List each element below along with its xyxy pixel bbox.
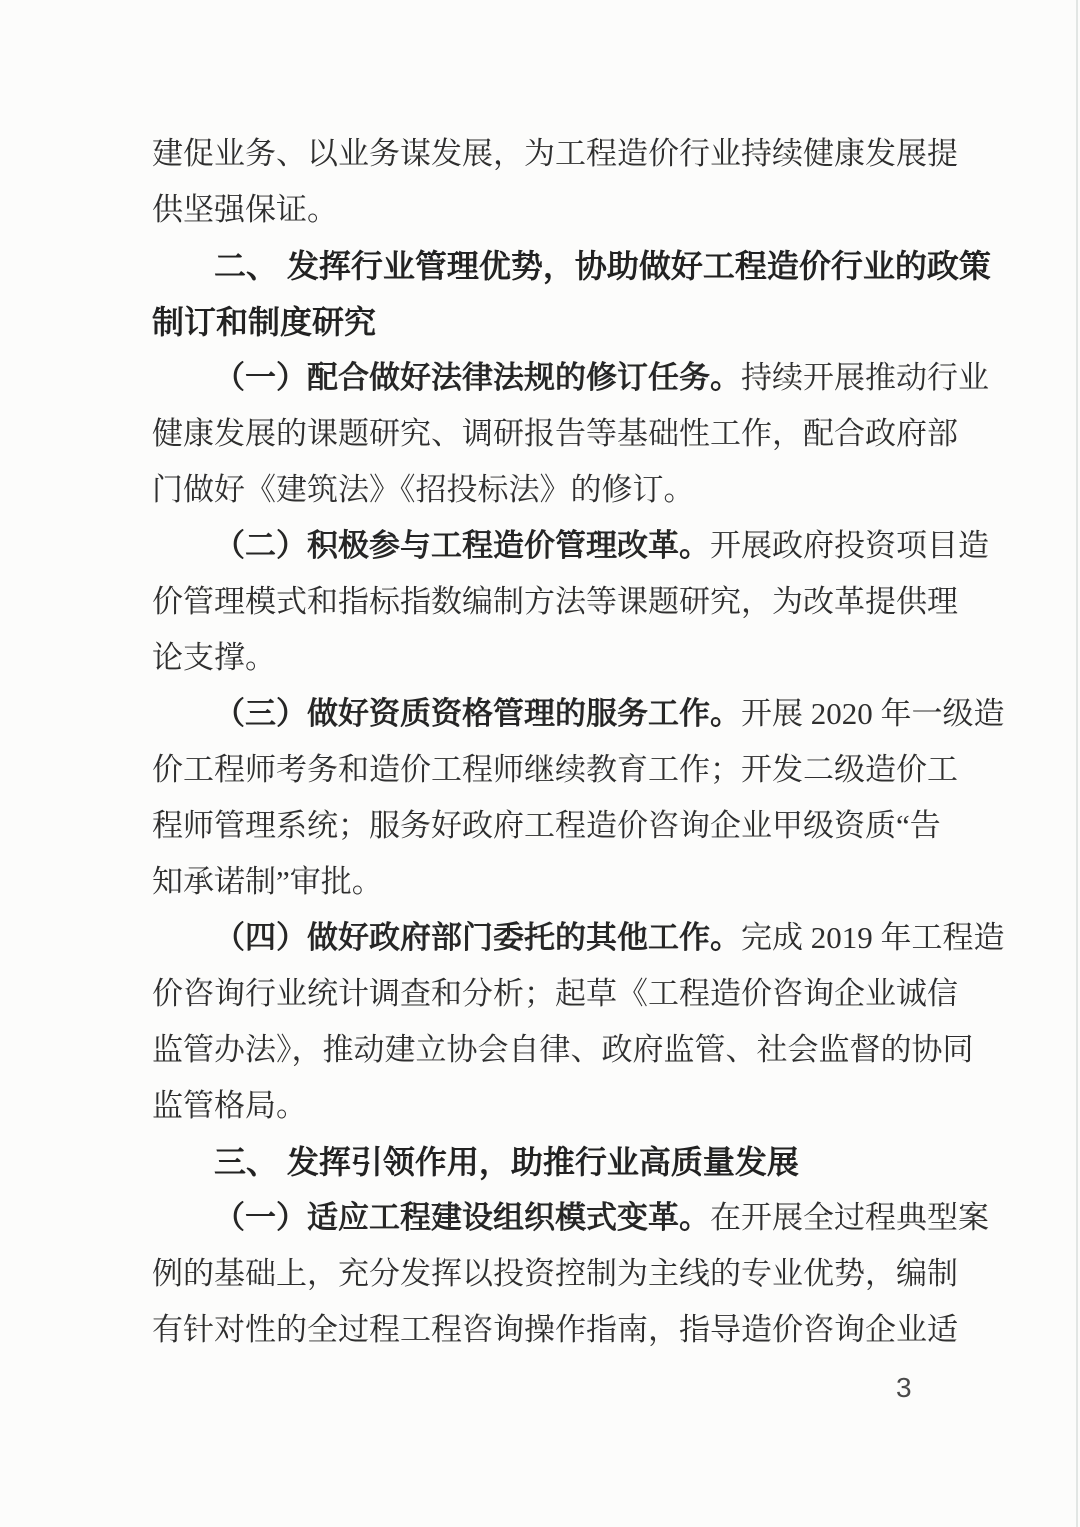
heading-text: 三、 发挥引领作用，助推行业高质量发展 [214, 1144, 799, 1180]
text-line [152, 966, 958, 1022]
text-line [152, 182, 932, 238]
text-line [152, 1022, 974, 1078]
line-lead-text: （一）配合做好法律法规的修订任务。 [214, 360, 741, 395]
text-line [152, 798, 941, 854]
heading-text: 制订和制度研究 [152, 304, 377, 340]
line-lead-text: （四）做好政府部门委托的其他工作。 [214, 920, 741, 955]
line-body-text: 价咨询行业统计调查和分析；起草《工程造价咨询企业诚信 [152, 976, 958, 1011]
line-body-text: 监管办法》，推动建立协会自律、政府监管、社会监督的协同 [152, 1032, 974, 1067]
text-line [152, 1302, 958, 1358]
line-lead-text: （二）积极参与工程造价管理改革。 [214, 528, 710, 563]
document-body [152, 126, 1005, 1358]
page-number: 3 [896, 1372, 912, 1403]
text-line [152, 854, 932, 910]
line-body-text: 门做好《建筑法》《招投标法》的修订。 [152, 472, 695, 507]
line-body-text: 供坚强保证。 [152, 192, 338, 227]
text-line [152, 462, 932, 518]
scan-edge-line [1076, 0, 1078, 1527]
heading-text: 二、 发挥行业管理优势，协助做好工程造价行业的政策 [214, 248, 991, 284]
text-line [152, 518, 989, 574]
line-body-text: 开展 2020 年一级造 [741, 696, 1005, 731]
line-body-text: 价工程师考务和造价工程师继续教育工作；开发二级造价工 [152, 752, 958, 787]
text-line [152, 1190, 989, 1246]
line-body-text: 例的基础上，充分发挥以投资控制为主线的专业优势，编制 [152, 1256, 958, 1291]
line-body-text: 知承诺制”审批。 [152, 864, 383, 899]
line-body-text: 持续开展推动行业 [741, 360, 989, 395]
text-line [152, 686, 1005, 742]
text-line [152, 742, 958, 798]
line-body-text: 完成 2019 年工程造 [741, 920, 1005, 955]
line-lead-text: （三）做好资质资格管理的服务工作。 [214, 696, 741, 731]
section-heading [152, 294, 932, 350]
text-line [152, 126, 958, 182]
text-line [152, 1078, 932, 1134]
line-lead-text: （一）适应工程建设组织模式变革。 [214, 1200, 710, 1235]
line-body-text: 监管格局。 [152, 1088, 307, 1123]
text-line [152, 1246, 958, 1302]
text-line [152, 406, 958, 462]
section-heading [152, 1134, 932, 1190]
line-body-text: 价管理模式和指标指数编制方法等课题研究，为改革提供理 [152, 584, 958, 619]
section-heading [152, 238, 991, 294]
line-body-text: 在开展全过程典型案 [710, 1200, 989, 1235]
line-body-text: 健康发展的课题研究、调研报告等基础性工作，配合政府部 [152, 416, 958, 451]
line-body-text: 程师管理系统；服务好政府工程造价咨询企业甲级资质“告 [152, 808, 941, 843]
line-body-text: 开展政府投资项目造 [710, 528, 989, 563]
text-line [152, 910, 1005, 966]
line-body-text: 建促业务、以业务谋发展，为工程造价行业持续健康发展提 [152, 136, 958, 171]
text-line [152, 574, 958, 630]
text-line [152, 630, 932, 686]
text-line [152, 350, 989, 406]
line-body-text: 有针对性的全过程工程咨询操作指南，指导造价咨询企业适 [152, 1312, 958, 1347]
line-body-text: 论支撑。 [152, 640, 276, 675]
